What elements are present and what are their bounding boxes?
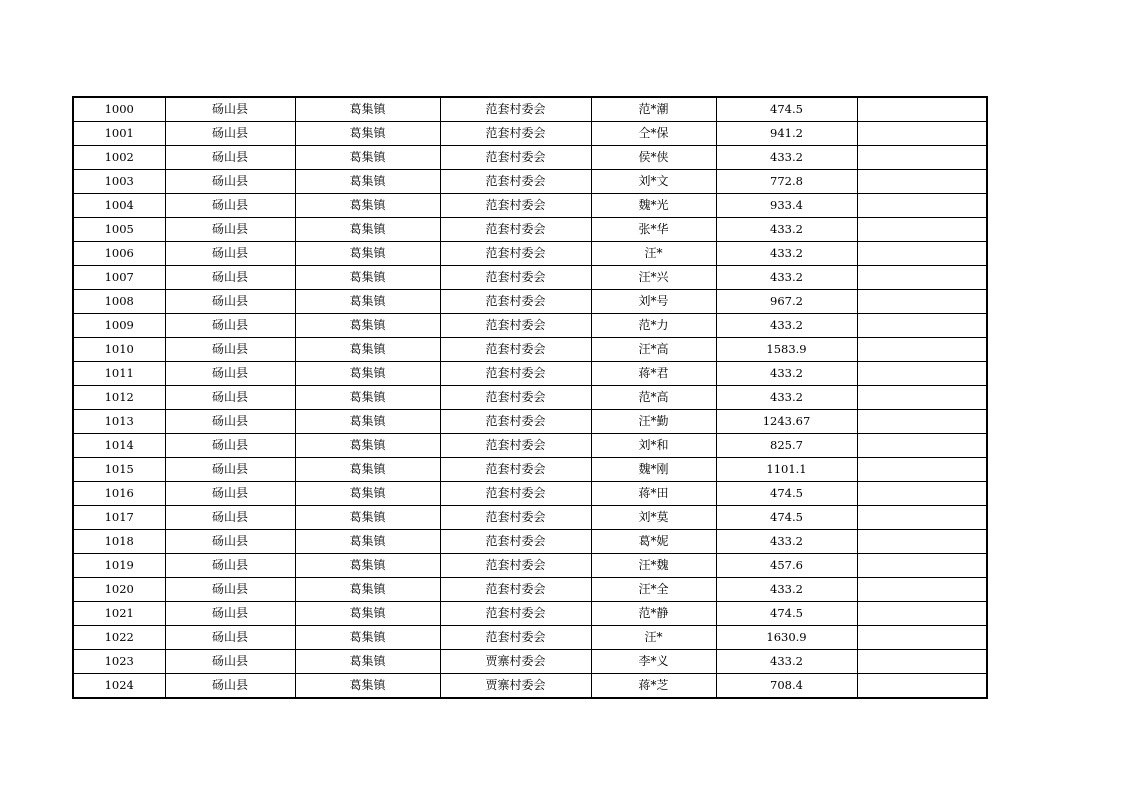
village-cell: 范套村委会: [440, 506, 591, 530]
note-cell: [857, 122, 987, 146]
person-name-cell: 汪*兴: [591, 266, 716, 290]
table-row: [73, 554, 987, 578]
note-cell: [857, 482, 987, 506]
county-cell: 砀山县: [165, 146, 295, 170]
row-number-cell: 1002: [73, 146, 165, 170]
amount-cell: 433.2: [716, 146, 857, 170]
note-cell: [857, 362, 987, 386]
county-cell: 砀山县: [165, 290, 295, 314]
village-cell: 范套村委会: [440, 146, 591, 170]
county-cell: 砀山县: [165, 530, 295, 554]
note-cell: [857, 146, 987, 170]
amount-cell: 433.2: [716, 242, 857, 266]
table-row: [73, 290, 987, 314]
row-number-cell: 1024: [73, 674, 165, 699]
note-cell: [857, 602, 987, 626]
county-cell: 砀山县: [165, 242, 295, 266]
table-row: [73, 530, 987, 554]
town-cell: 葛集镇: [295, 554, 440, 578]
row-number-cell: 1003: [73, 170, 165, 194]
town-cell: 葛集镇: [295, 97, 440, 122]
amount-cell: 474.5: [716, 602, 857, 626]
town-cell: 葛集镇: [295, 146, 440, 170]
county-cell: 砀山县: [165, 674, 295, 699]
row-number-cell: 1016: [73, 482, 165, 506]
person-name-cell: 汪*: [591, 626, 716, 650]
person-name-cell: 刘*文: [591, 170, 716, 194]
town-cell: 葛集镇: [295, 194, 440, 218]
person-name-cell: 范*力: [591, 314, 716, 338]
person-name-cell: 汪*勤: [591, 410, 716, 434]
county-cell: 砀山县: [165, 362, 295, 386]
table-row: [73, 146, 987, 170]
row-number-cell: 1009: [73, 314, 165, 338]
amount-cell: 433.2: [716, 362, 857, 386]
person-name-cell: 刘*莫: [591, 506, 716, 530]
person-name-cell: 张*华: [591, 218, 716, 242]
table-row: [73, 338, 987, 362]
village-cell: 范套村委会: [440, 386, 591, 410]
person-name-cell: 魏*刚: [591, 458, 716, 482]
table-row: [73, 194, 987, 218]
village-cell: 范套村委会: [440, 266, 591, 290]
town-cell: 葛集镇: [295, 506, 440, 530]
table-row: [73, 650, 987, 674]
amount-cell: 474.5: [716, 482, 857, 506]
table-body: [73, 97, 987, 698]
row-number-cell: 1013: [73, 410, 165, 434]
note-cell: [857, 674, 987, 699]
row-number-cell: 1018: [73, 530, 165, 554]
row-number-cell: 1007: [73, 266, 165, 290]
amount-cell: 474.5: [716, 506, 857, 530]
note-cell: [857, 506, 987, 530]
village-cell: 范套村委会: [440, 170, 591, 194]
county-cell: 砀山县: [165, 122, 295, 146]
data-table: [72, 96, 988, 699]
note-cell: [857, 290, 987, 314]
town-cell: 葛集镇: [295, 218, 440, 242]
row-number-cell: 1021: [73, 602, 165, 626]
note-cell: [857, 97, 987, 122]
village-cell: 范套村委会: [440, 554, 591, 578]
note-cell: [857, 410, 987, 434]
row-number-cell: 1022: [73, 626, 165, 650]
county-cell: 砀山县: [165, 458, 295, 482]
amount-cell: 474.5: [716, 97, 857, 122]
village-cell: 范套村委会: [440, 122, 591, 146]
table-row: [73, 458, 987, 482]
village-cell: 范套村委会: [440, 602, 591, 626]
table-row: [73, 170, 987, 194]
town-cell: 葛集镇: [295, 290, 440, 314]
note-cell: [857, 194, 987, 218]
table-row: [73, 362, 987, 386]
note-cell: [857, 434, 987, 458]
town-cell: 葛集镇: [295, 242, 440, 266]
town-cell: 葛集镇: [295, 434, 440, 458]
amount-cell: 433.2: [716, 314, 857, 338]
amount-cell: 941.2: [716, 122, 857, 146]
person-name-cell: 刘*号: [591, 290, 716, 314]
village-cell: 贾寨村委会: [440, 674, 591, 699]
county-cell: 砀山县: [165, 410, 295, 434]
note-cell: [857, 386, 987, 410]
table-row: [73, 506, 987, 530]
village-cell: 范套村委会: [440, 338, 591, 362]
table-row: [73, 386, 987, 410]
row-number-cell: 1008: [73, 290, 165, 314]
table-row: [73, 314, 987, 338]
county-cell: 砀山县: [165, 314, 295, 338]
amount-cell: 433.2: [716, 578, 857, 602]
amount-cell: 433.2: [716, 530, 857, 554]
row-number-cell: 1005: [73, 218, 165, 242]
amount-cell: 967.2: [716, 290, 857, 314]
note-cell: [857, 554, 987, 578]
person-name-cell: 蒋*君: [591, 362, 716, 386]
person-name-cell: 侯*侠: [591, 146, 716, 170]
amount-cell: 825.7: [716, 434, 857, 458]
note-cell: [857, 242, 987, 266]
town-cell: 葛集镇: [295, 386, 440, 410]
county-cell: 砀山县: [165, 97, 295, 122]
county-cell: 砀山县: [165, 554, 295, 578]
row-number-cell: 1020: [73, 578, 165, 602]
amount-cell: 1630.9: [716, 626, 857, 650]
person-name-cell: 范*高: [591, 386, 716, 410]
village-cell: 范套村委会: [440, 362, 591, 386]
county-cell: 砀山县: [165, 194, 295, 218]
table-row: [73, 674, 987, 699]
county-cell: 砀山县: [165, 434, 295, 458]
county-cell: 砀山县: [165, 506, 295, 530]
county-cell: 砀山县: [165, 338, 295, 362]
person-name-cell: 蒋*田: [591, 482, 716, 506]
person-name-cell: 葛*妮: [591, 530, 716, 554]
village-cell: 范套村委会: [440, 97, 591, 122]
county-cell: 砀山县: [165, 266, 295, 290]
amount-cell: 433.2: [716, 650, 857, 674]
note-cell: [857, 650, 987, 674]
town-cell: 葛集镇: [295, 650, 440, 674]
table-row: [73, 434, 987, 458]
note-cell: [857, 170, 987, 194]
row-number-cell: 1010: [73, 338, 165, 362]
town-cell: 葛集镇: [295, 602, 440, 626]
county-cell: 砀山县: [165, 482, 295, 506]
county-cell: 砀山县: [165, 626, 295, 650]
row-number-cell: 1006: [73, 242, 165, 266]
village-cell: 范套村委会: [440, 578, 591, 602]
table-row: [73, 602, 987, 626]
note-cell: [857, 626, 987, 650]
row-number-cell: 1012: [73, 386, 165, 410]
village-cell: 范套村委会: [440, 242, 591, 266]
town-cell: 葛集镇: [295, 578, 440, 602]
town-cell: 葛集镇: [295, 338, 440, 362]
person-name-cell: 范*静: [591, 602, 716, 626]
county-cell: 砀山县: [165, 218, 295, 242]
village-cell: 范套村委会: [440, 218, 591, 242]
town-cell: 葛集镇: [295, 362, 440, 386]
village-cell: 范套村委会: [440, 626, 591, 650]
note-cell: [857, 458, 987, 482]
row-number-cell: 1004: [73, 194, 165, 218]
row-number-cell: 1015: [73, 458, 165, 482]
county-cell: 砀山县: [165, 578, 295, 602]
town-cell: 葛集镇: [295, 170, 440, 194]
table-row: [73, 97, 987, 122]
table-row: [73, 626, 987, 650]
village-cell: 范套村委会: [440, 458, 591, 482]
person-name-cell: 汪*: [591, 242, 716, 266]
county-cell: 砀山县: [165, 602, 295, 626]
county-cell: 砀山县: [165, 650, 295, 674]
town-cell: 葛集镇: [295, 626, 440, 650]
village-cell: 范套村委会: [440, 434, 591, 458]
person-name-cell: 魏*光: [591, 194, 716, 218]
county-cell: 砀山县: [165, 170, 295, 194]
person-name-cell: 刘*和: [591, 434, 716, 458]
town-cell: 葛集镇: [295, 266, 440, 290]
row-number-cell: 1014: [73, 434, 165, 458]
town-cell: 葛集镇: [295, 122, 440, 146]
village-cell: 范套村委会: [440, 530, 591, 554]
note-cell: [857, 530, 987, 554]
village-cell: 范套村委会: [440, 314, 591, 338]
amount-cell: 1101.1: [716, 458, 857, 482]
village-cell: 范套村委会: [440, 194, 591, 218]
row-number-cell: 1000: [73, 97, 165, 122]
note-cell: [857, 578, 987, 602]
town-cell: 葛集镇: [295, 314, 440, 338]
person-name-cell: 范*潮: [591, 97, 716, 122]
town-cell: 葛集镇: [295, 410, 440, 434]
person-name-cell: 汪*全: [591, 578, 716, 602]
note-cell: [857, 266, 987, 290]
note-cell: [857, 314, 987, 338]
town-cell: 葛集镇: [295, 674, 440, 699]
person-name-cell: 汪*高: [591, 338, 716, 362]
row-number-cell: 1001: [73, 122, 165, 146]
county-cell: 砀山县: [165, 386, 295, 410]
amount-cell: 933.4: [716, 194, 857, 218]
amount-cell: 708.4: [716, 674, 857, 699]
town-cell: 葛集镇: [295, 530, 440, 554]
village-cell: 范套村委会: [440, 290, 591, 314]
person-name-cell: 蒋*芝: [591, 674, 716, 699]
amount-cell: 1243.67: [716, 410, 857, 434]
town-cell: 葛集镇: [295, 482, 440, 506]
table-row: [73, 266, 987, 290]
village-cell: 贾寨村委会: [440, 650, 591, 674]
table-row: [73, 122, 987, 146]
amount-cell: 433.2: [716, 218, 857, 242]
table-row: [73, 218, 987, 242]
row-number-cell: 1023: [73, 650, 165, 674]
table-row: [73, 578, 987, 602]
amount-cell: 1583.9: [716, 338, 857, 362]
row-number-cell: 1011: [73, 362, 165, 386]
village-cell: 范套村委会: [440, 482, 591, 506]
person-name-cell: 汪*魏: [591, 554, 716, 578]
amount-cell: 457.6: [716, 554, 857, 578]
note-cell: [857, 218, 987, 242]
person-name-cell: 仝*保: [591, 122, 716, 146]
person-name-cell: 李*义: [591, 650, 716, 674]
row-number-cell: 1019: [73, 554, 165, 578]
row-number-cell: 1017: [73, 506, 165, 530]
table-row: [73, 482, 987, 506]
amount-cell: 433.2: [716, 266, 857, 290]
amount-cell: 433.2: [716, 386, 857, 410]
amount-cell: 772.8: [716, 170, 857, 194]
town-cell: 葛集镇: [295, 458, 440, 482]
village-cell: 范套村委会: [440, 410, 591, 434]
table-row: [73, 410, 987, 434]
table-row: [73, 242, 987, 266]
note-cell: [857, 338, 987, 362]
